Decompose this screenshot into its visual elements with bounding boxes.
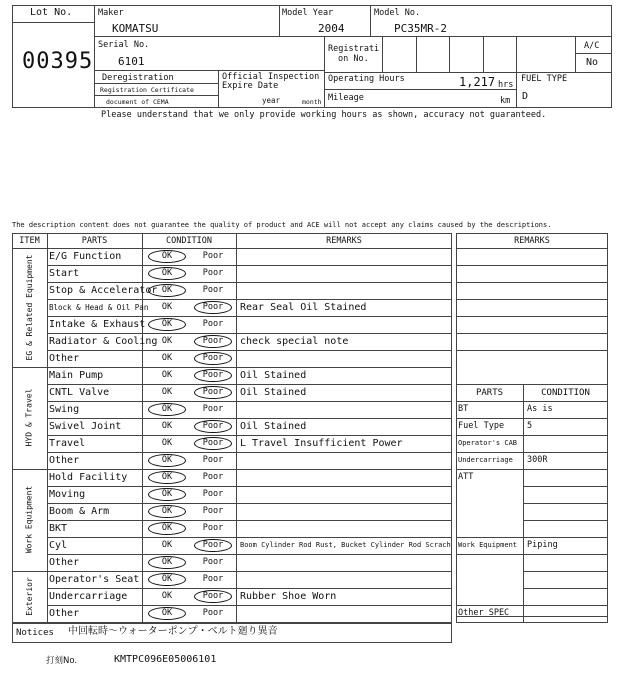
deregistration-label: Deregistration (102, 73, 174, 83)
condition-ok: OK (161, 523, 173, 533)
condition-poor: Poor (202, 574, 224, 584)
year-label: year (262, 96, 281, 105)
spec-row-part: Fuel Type (458, 421, 505, 431)
poor-circle-mark (194, 335, 232, 348)
ok-circle-mark (148, 488, 186, 501)
condition-ok: OK (161, 302, 173, 312)
condition-ok: OK (161, 319, 173, 329)
condition-ok: OK (161, 472, 173, 482)
poor-circle-mark (194, 539, 232, 552)
poor-circle-mark (194, 590, 232, 603)
condition-poor: Poor (202, 540, 224, 550)
fuel-type-value: D (522, 91, 529, 102)
table-row-remark: Oil Stained (240, 387, 307, 398)
condition-ok: OK (161, 438, 173, 448)
table-row-part: Other (49, 353, 80, 364)
condition-poor: Poor (202, 268, 224, 278)
registration-certificate-label: Registration Certificate (100, 86, 194, 94)
condition-ok: OK (161, 336, 173, 346)
condition-poor: Poor (202, 523, 224, 533)
condition-poor: Poor (202, 506, 224, 516)
maker-label: Maker (98, 8, 124, 18)
condition-poor: Poor (202, 285, 224, 295)
right-remarks-header: REMARKS (514, 236, 550, 246)
table-row-remark: Oil Stained (240, 370, 307, 381)
ok-circle-mark (148, 471, 186, 484)
spec-row-part: Work Equipment (458, 541, 518, 549)
fuel-type-label: FUEL TYPE (521, 74, 568, 84)
operating-hours-value: 1,217 (459, 75, 496, 89)
table-row-remark: Rear Seal Oil Stained (240, 302, 367, 313)
condition-ok: OK (161, 251, 173, 261)
group-label: Work Equipment (24, 485, 34, 554)
poor-circle-mark (194, 420, 232, 433)
table-row-part: Undercarriage (49, 591, 128, 602)
condition-ok: OK (161, 489, 173, 499)
ok-circle-mark (148, 522, 186, 535)
working-hours-note: Please understand that we only provide working hours as shown, accuracy not guaranteed. (101, 110, 547, 120)
spec-condition-header: CONDITION (541, 388, 590, 398)
inspection-label-1: Official Inspection (222, 72, 320, 82)
table-row-part: Block & Head & Oil Pan (49, 303, 149, 312)
condition-poor: Poor (202, 455, 224, 465)
km-label: km (500, 96, 511, 106)
condition-poor: Poor (202, 557, 224, 567)
table-row-part: Travel (49, 438, 86, 449)
ok-circle-mark (148, 284, 186, 297)
spec-row-part: ATT (458, 472, 474, 482)
table-row-part: Intake & Exhaust (49, 319, 146, 330)
spec-row-part: BT (458, 404, 469, 414)
ok-circle-mark (148, 318, 186, 331)
table-row-remark: Oil Stained (240, 421, 307, 432)
lot-number: 00395 (22, 49, 94, 74)
ac-value: No (586, 57, 599, 68)
table-row-part: Main Pump (49, 370, 104, 381)
stamp-number: KMTPC096E05006101 (114, 654, 217, 665)
serial-label: Serial No. (98, 40, 150, 50)
table-row-part: Radiator & Cooling (49, 336, 158, 347)
table-row-part: Boom & Arm (49, 506, 110, 517)
table-row-part: Other (49, 608, 80, 619)
cema-document-label: document of CEMA (106, 98, 169, 106)
spec-row-condition: 5 (527, 421, 533, 431)
poor-circle-mark (194, 301, 232, 314)
table-row-part: Start (49, 268, 80, 279)
condition-ok: OK (161, 353, 173, 363)
spec-row-condition: As is (527, 404, 553, 414)
ok-circle-mark (148, 250, 186, 263)
condition-poor: Poor (202, 608, 224, 618)
spec-row-part: Other SPEC (458, 608, 510, 618)
condition-ok: OK (161, 574, 173, 584)
poor-circle-mark (194, 437, 232, 450)
spec-parts-header: PARTS (475, 388, 504, 398)
condition-poor: Poor (202, 489, 224, 499)
spec-row-condition: Piping (527, 540, 558, 550)
poor-circle-mark (194, 352, 232, 365)
notices-text: 中回転時～ウォーターポンプ・ベルト廻り異音 (68, 626, 278, 637)
condition-poor: Poor (202, 591, 224, 601)
col-remarks-header: REMARKS (326, 236, 362, 246)
condition-ok: OK (161, 540, 173, 550)
col-parts-header: PARTS (81, 236, 108, 246)
table-row-part: Stop & Accelerator (49, 285, 158, 296)
table-row-part: Other (49, 557, 80, 568)
maker-value: KOMATSU (112, 22, 159, 35)
stamp-label: 打刻No. (46, 656, 78, 666)
condition-ok: OK (161, 285, 173, 295)
table-row-part: Swing (49, 404, 80, 415)
serial-value: 6101 (118, 55, 145, 68)
ok-circle-mark (148, 573, 186, 586)
group-label: HYD & Travel (24, 388, 34, 447)
table-row-remark: Boom Cylinder Rod Rust, Bucket Cylinder Rod Scrach (240, 541, 451, 549)
model-year-value: 2004 (318, 22, 345, 35)
condition-poor: Poor (202, 353, 224, 363)
table-row-part: Operator's Seat (49, 574, 140, 585)
group-label: Exterior (24, 576, 34, 616)
model-no-label: Model No. (374, 8, 421, 18)
table-row-part: BKT (49, 523, 68, 534)
condition-poor: Poor (202, 302, 224, 312)
condition-ok: OK (161, 557, 173, 567)
condition-poor: Poor (202, 421, 224, 431)
table-row-part: Moving (49, 489, 86, 500)
spec-row-part: Undercarriage (458, 456, 513, 464)
condition-ok: OK (161, 591, 173, 601)
table-row-part: Swivel Joint (49, 421, 122, 432)
condition-poor: Poor (202, 336, 224, 346)
table-row-remark: check special note (240, 336, 349, 347)
condition-ok: OK (161, 404, 173, 414)
poor-circle-mark (194, 369, 232, 382)
table-row-part: Other (49, 455, 80, 466)
mileage-label: Mileage (328, 93, 364, 103)
registration-label-1: Registrati (328, 44, 380, 54)
table-row-remark: Rubber Shoe Worn (240, 591, 337, 602)
model-no-value: PC35MR-2 (394, 22, 447, 35)
condition-ok: OK (161, 608, 173, 618)
month-label: month (302, 98, 322, 106)
condition-poor: Poor (202, 251, 224, 261)
condition-ok: OK (161, 455, 173, 465)
ok-circle-mark (148, 556, 186, 569)
condition-ok: OK (161, 268, 173, 278)
hrs-label: hrs (498, 80, 514, 90)
table-row-part: Hold Facility (49, 472, 128, 483)
lot-label: Lot No. (30, 7, 73, 18)
col-condition-header: CONDITION (165, 236, 213, 246)
model-year-label: Model Year (282, 8, 334, 18)
table-row-remark: L Travel Insufficient Power (240, 438, 403, 449)
registration-label-2: on No. (338, 54, 369, 64)
disclaimer: The description content does not guarantee the quality of product and ACE will not accept any claims caused by the descriptions. (12, 221, 552, 229)
operating-hours-label: Operating Hours (328, 74, 405, 84)
condition-poor: Poor (202, 472, 224, 482)
table-row-part: E/G Function (49, 251, 122, 262)
condition-ok: OK (161, 387, 173, 397)
condition-ok: OK (161, 421, 173, 431)
condition-ok: OK (161, 370, 173, 380)
poor-circle-mark (194, 386, 232, 399)
ok-circle-mark (148, 403, 186, 416)
spec-row-part: Operator's CAB (458, 439, 518, 447)
inspection-label-2: Expire Date (222, 81, 279, 91)
spec-row-condition: 300R (527, 455, 548, 465)
condition-ok: OK (161, 506, 173, 516)
col-item-header: ITEM (19, 236, 40, 246)
ok-circle-mark (148, 267, 186, 280)
condition-poor: Poor (202, 438, 224, 448)
ac-label: A/C (584, 41, 600, 51)
ok-circle-mark (148, 607, 186, 620)
ok-circle-mark (148, 505, 186, 518)
group-label: EG & Related Equipment (24, 254, 34, 360)
ok-circle-mark (148, 454, 186, 467)
condition-poor: Poor (202, 404, 224, 414)
condition-poor: Poor (202, 319, 224, 329)
table-row-part: CNTL Valve (49, 387, 110, 398)
notices-label: Notices (16, 628, 54, 638)
condition-poor: Poor (202, 370, 224, 380)
condition-poor: Poor (202, 387, 224, 397)
table-row-part: Cyl (49, 540, 68, 551)
